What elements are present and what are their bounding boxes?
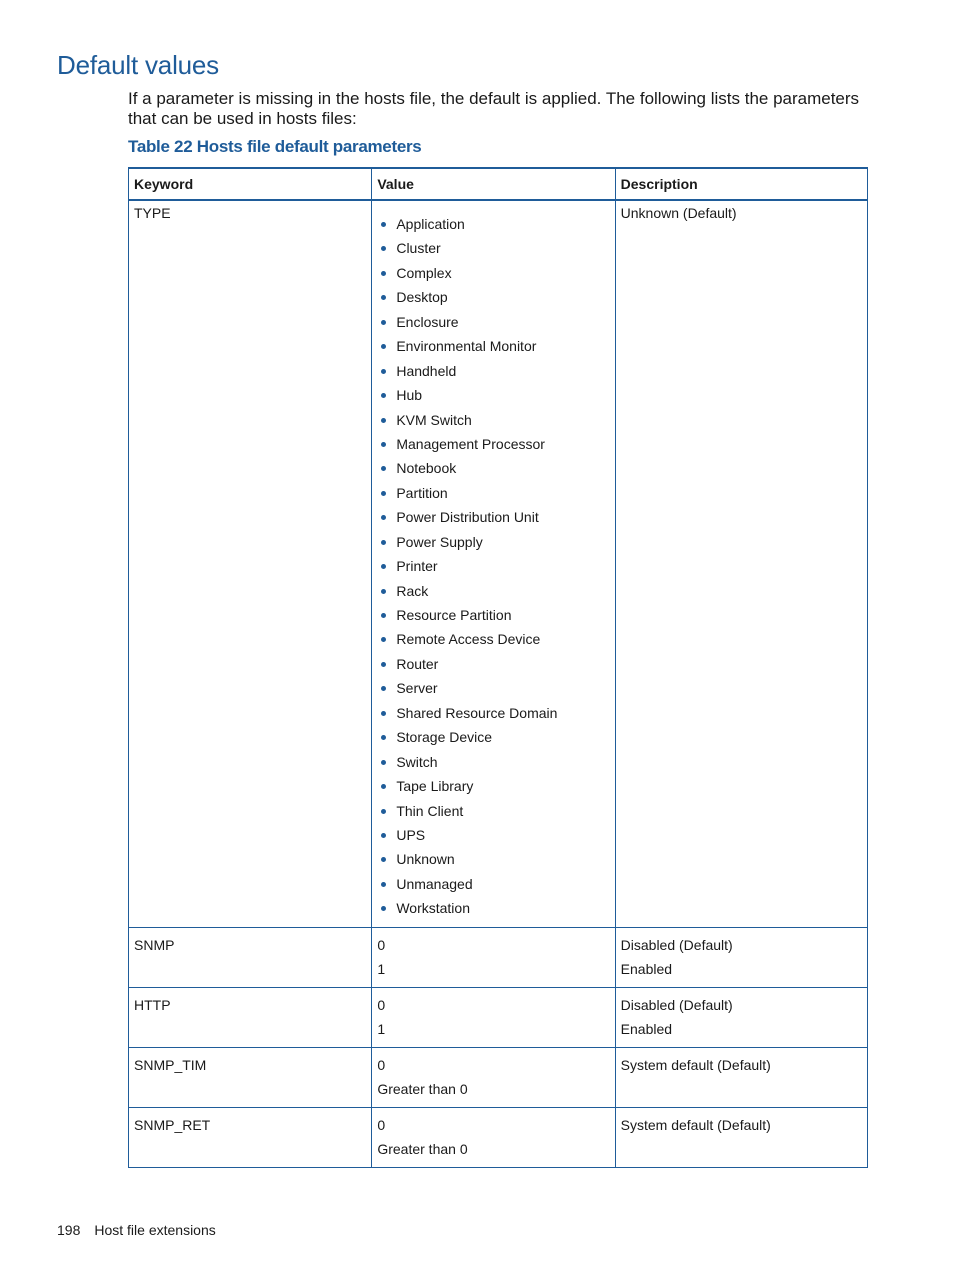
value-cell [372, 1107, 615, 1167]
value-cell [372, 927, 615, 987]
type-value-label: Switch [396, 753, 438, 770]
bullet-icon [381, 515, 386, 520]
type-value-item [377, 432, 609, 456]
bullet-icon [381, 686, 386, 691]
table-caption: Table 22 Hosts file default parameters [128, 137, 422, 156]
table-header-row [129, 168, 868, 200]
bullet-icon [381, 735, 386, 740]
bullet-icon [381, 540, 386, 545]
type-value-label: Hub [396, 387, 423, 404]
bullet-icon [381, 760, 386, 765]
type-value-label: Printer [396, 558, 438, 575]
header-description: Description [615, 168, 867, 200]
type-value-label: Unknown [396, 851, 455, 868]
type-value-item [377, 896, 609, 920]
type-value-item [377, 530, 609, 554]
type-value-item [377, 334, 609, 358]
footer-section-title: Host file extensions [94, 1222, 216, 1238]
bullet-icon [381, 393, 386, 398]
type-value-label: Tape Library [396, 778, 474, 795]
description-cell [615, 1047, 867, 1107]
keyword-cell [129, 927, 372, 987]
type-value-label: Application [396, 216, 465, 232]
type-value-label: KVM Switch [396, 411, 472, 428]
value-cell [372, 987, 615, 1047]
type-value-label: Workstation [396, 900, 470, 917]
description-cell [615, 987, 867, 1047]
bullet-icon [381, 271, 386, 276]
type-value-item [377, 847, 609, 871]
keyword-text: HTTP [134, 996, 171, 1013]
description-cell: Unknown (Default) [615, 200, 867, 927]
type-value-label: Enclosure [396, 313, 459, 330]
description-text: Disabled (Default) [620, 936, 733, 953]
description-text: Enabled [620, 960, 673, 977]
bullet-icon [381, 320, 386, 325]
bullet-icon [381, 295, 386, 300]
value-cell [372, 200, 615, 927]
table-row-type [129, 200, 868, 927]
keyword-cell [129, 1107, 372, 1167]
type-value-item [377, 481, 609, 505]
type-value-label: Power Supply [396, 533, 483, 550]
type-value-item [377, 676, 609, 700]
value-text: Greater than 0 [377, 1080, 468, 1097]
type-value-item [377, 310, 609, 334]
value-text: 1 [377, 960, 386, 977]
value-cell [372, 1047, 615, 1107]
type-value-item [377, 554, 609, 578]
description-cell [615, 1107, 867, 1167]
description-text: System default (Default) [620, 1116, 771, 1133]
header-keyword: Keyword [129, 168, 372, 200]
keyword-cell [129, 1047, 372, 1107]
type-value-label: Resource Partition [396, 607, 512, 623]
type-value-item [377, 456, 609, 480]
type-value-item [377, 212, 609, 236]
bullet-icon [381, 906, 386, 911]
description-text: Enabled [620, 1020, 673, 1037]
keyword-cell [129, 987, 372, 1047]
type-value-label: Unmanaged [396, 875, 473, 892]
table-row [129, 987, 868, 1047]
bullet-icon [381, 491, 386, 496]
value-text: 0 [377, 936, 386, 953]
bullet-icon [381, 418, 386, 423]
value-text: Greater than 0 [377, 1140, 468, 1157]
type-value-item [377, 285, 609, 309]
table-row [129, 1107, 868, 1167]
type-value-label: Desktop [396, 289, 448, 306]
bullet-icon [381, 246, 386, 251]
type-value-label: Server [396, 680, 438, 697]
value-text: 0 [377, 1056, 386, 1073]
type-value-label: Complex [396, 264, 452, 281]
bullet-icon [381, 344, 386, 349]
type-value-list [377, 206, 609, 921]
type-value-label: Partition [396, 484, 448, 501]
bullet-icon [381, 711, 386, 716]
bullet-icon [381, 442, 386, 447]
type-value-item [377, 603, 609, 627]
table-row [129, 1047, 868, 1107]
keyword-cell: TYPE [129, 200, 372, 927]
hosts-default-parameters-table [128, 167, 868, 1168]
type-value-item [377, 872, 609, 896]
type-value-label: Storage Device [396, 729, 493, 746]
bullet-icon [381, 369, 386, 374]
bullet-icon [381, 589, 386, 594]
type-value-label: Shared Resource Domain [396, 704, 558, 721]
type-value-label: Management Processor [396, 435, 545, 452]
description-text: Disabled (Default) [620, 996, 733, 1013]
type-value-label: Environmental Monitor [396, 338, 537, 355]
type-value-item [377, 823, 609, 847]
type-value-item [377, 627, 609, 651]
bullet-icon [381, 564, 386, 569]
type-value-item [377, 408, 609, 432]
type-value-item [377, 750, 609, 774]
type-value-item [377, 383, 609, 407]
bullet-icon [381, 662, 386, 667]
type-value-label: Rack [396, 582, 429, 599]
type-value-label: Notebook [396, 460, 457, 477]
type-value-item [377, 505, 609, 529]
value-text: 0 [377, 996, 386, 1013]
type-value-item [377, 359, 609, 383]
description-text: System default (Default) [620, 1056, 771, 1073]
type-value-item [377, 799, 609, 823]
bullet-icon [381, 637, 386, 642]
bullet-icon [381, 882, 386, 887]
keyword-text: SNMP [134, 936, 175, 953]
type-value-label: Power Distribution Unit [396, 509, 539, 526]
value-text: 1 [377, 1020, 386, 1037]
bullet-icon [381, 833, 386, 838]
table-row [129, 927, 868, 987]
type-value-item [377, 701, 609, 725]
page-footer [57, 1222, 216, 1238]
type-value-label: UPS [396, 826, 426, 843]
bullet-icon [381, 466, 386, 471]
bullet-icon [381, 784, 386, 789]
description-cell [615, 927, 867, 987]
type-value-item [377, 261, 609, 285]
type-value-item [377, 579, 609, 603]
type-value-label: Remote Access Device [396, 631, 541, 648]
type-value-label: Thin Client [396, 802, 464, 819]
type-value-item [377, 652, 609, 676]
keyword-text: SNMP_TIM [134, 1056, 207, 1073]
type-value-label: Cluster [396, 240, 441, 257]
type-value-label: Handheld [396, 362, 457, 379]
bullet-icon [381, 809, 386, 814]
type-value-item [377, 725, 609, 749]
bullet-icon [381, 222, 386, 227]
header-value: Value [372, 168, 615, 200]
bullet-icon [381, 613, 386, 618]
intro-paragraph: If a parameter is missing in the hosts file, the default is applied. The following lists the parameters that can be used in hosts files: [128, 89, 860, 128]
bullet-icon [381, 857, 386, 862]
keyword-text: SNMP_RET [134, 1116, 211, 1133]
type-value-item [377, 774, 609, 798]
value-text: 0 [377, 1116, 386, 1133]
page-heading: Default values [57, 50, 219, 80]
page-number: 198 [57, 1222, 81, 1238]
type-value-label: Router [396, 655, 439, 672]
type-value-item [377, 236, 609, 260]
